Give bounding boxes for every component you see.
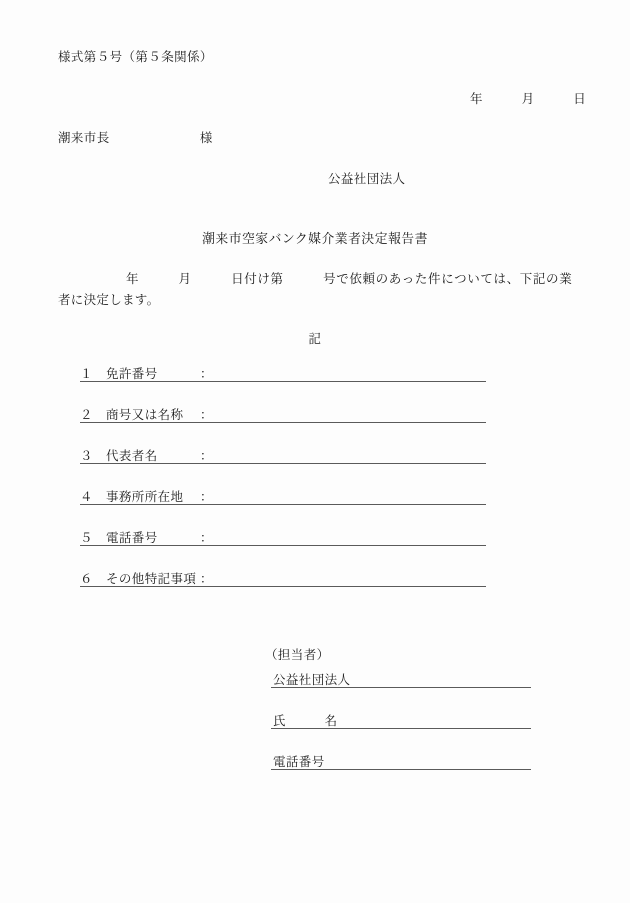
body-paragraph: 年 月 日付け第 号で依頼のあった件については、下記の業者に決定します。: [58, 271, 572, 307]
field-row[interactable]: [80, 364, 486, 405]
field-number: ６: [80, 571, 93, 586]
form-number: 様式第５号（第５条関係）: [58, 49, 213, 64]
contact-label: 公益社団法人: [273, 672, 351, 687]
field-name: 免許番号: [106, 366, 158, 381]
field-colon: ：: [200, 448, 213, 463]
field-label: [80, 528, 213, 546]
field-name: 電話番号: [106, 530, 158, 545]
field-colon: ：: [200, 489, 213, 504]
contact-row[interactable]: [271, 752, 531, 793]
field-number: ３: [80, 448, 93, 463]
field-name: 商号又は名称: [106, 407, 184, 422]
contact-row[interactable]: [271, 670, 531, 711]
field-name: その他特記事項: [106, 571, 197, 586]
field-label: [80, 405, 213, 423]
field-row[interactable]: [80, 487, 486, 528]
sender-organization: 公益社団法人: [328, 171, 406, 186]
field-row[interactable]: [80, 528, 486, 569]
field-name: 代表者名: [106, 448, 158, 463]
field-colon: ：: [200, 407, 213, 422]
contact-row[interactable]: [271, 711, 531, 752]
field-row[interactable]: [80, 446, 486, 487]
page-title: 潮来市空家バンク媒介業者決定報告書: [202, 232, 428, 247]
contact-block: [265, 645, 531, 793]
field-label: [80, 446, 213, 464]
field-number: １: [80, 366, 93, 381]
field-label: [80, 569, 213, 587]
field-row[interactable]: [80, 405, 486, 446]
field-number: ４: [80, 489, 93, 504]
field-name: 事務所所在地: [106, 489, 184, 504]
contact-heading: （担当者）: [265, 647, 330, 662]
field-number: ５: [80, 530, 93, 545]
field-colon: ：: [200, 530, 213, 545]
numbered-field-list: [80, 364, 486, 610]
addressee-line: 潮来市長 様: [58, 130, 213, 145]
field-label: [80, 487, 213, 505]
ki-marker: 記: [308, 331, 322, 346]
field-number: ２: [80, 407, 93, 422]
date-line: 年 月 日: [470, 91, 587, 106]
contact-label: 氏 名: [273, 713, 338, 728]
field-colon: ：: [200, 366, 213, 381]
field-row[interactable]: [80, 569, 486, 610]
field-label: [80, 364, 213, 382]
field-colon: ：: [200, 571, 213, 586]
contact-label: 電話番号: [273, 754, 325, 769]
